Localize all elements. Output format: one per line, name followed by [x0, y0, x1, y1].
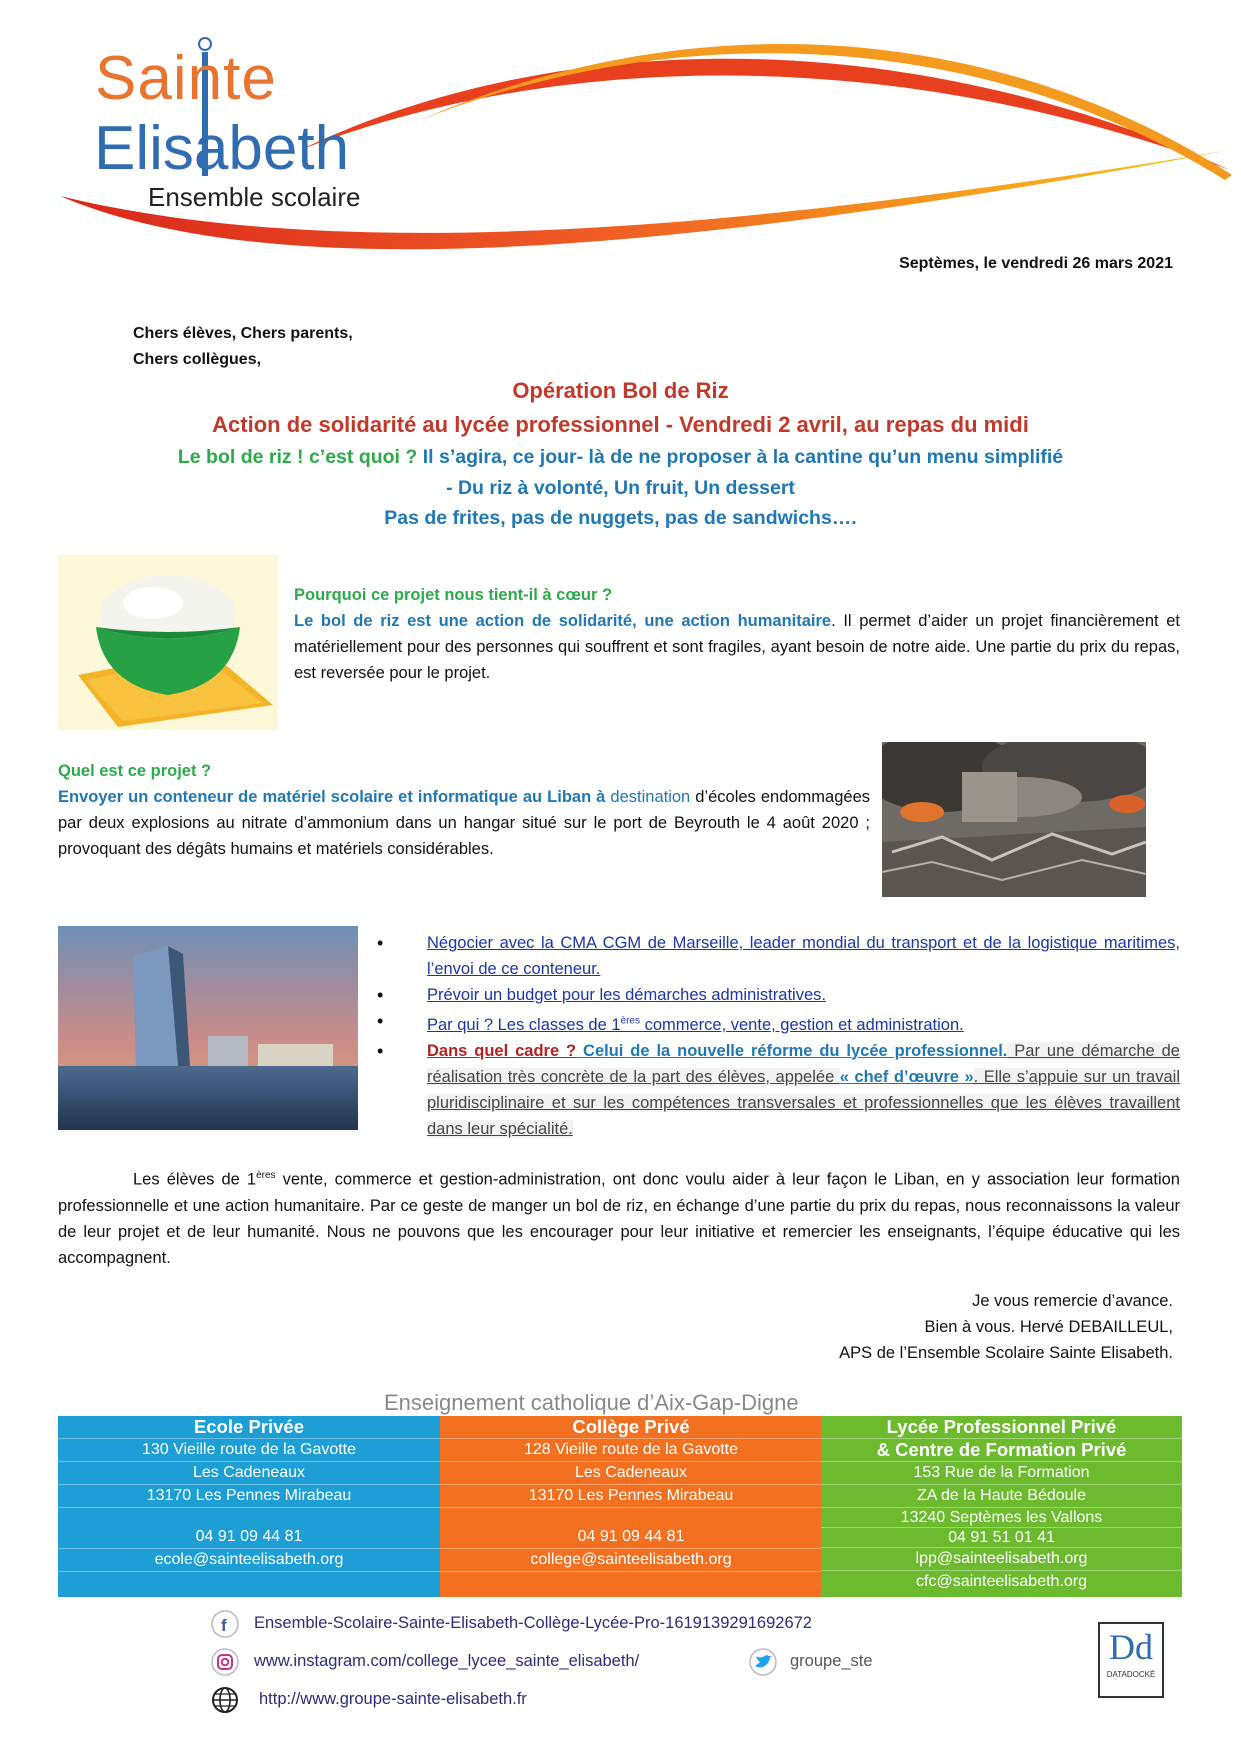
section-project-body: d’écoles endommagées par deux explosions au nitrate d’ammonium dans un hangar situé sur le port de Beyrouth le 4 août 2020 ; provoquant des dégâts humains et matériels considérables.: [58, 788, 871, 858]
signature-regards: Bien à vous. Hervé DEBAILLEUL,: [924, 1318, 1173, 1336]
datadocke-mark: Dd: [1109, 1627, 1153, 1667]
project-steps-list: [372, 930, 1180, 1142]
college-address-3: 13170 Les Pennes Mirabeau: [440, 1485, 822, 1508]
globe-icon: [210, 1685, 240, 1715]
lycee-title-1: Lycée Professionnel Privé: [821, 1416, 1182, 1439]
college-contact-box: [440, 1416, 822, 1597]
ecole-contact-box: [58, 1416, 440, 1597]
step-who: [427, 1016, 964, 1034]
step-who-b: commerce, vente, gestion et administration.: [639, 1015, 964, 1034]
ecole-title: Ecole Privée: [58, 1416, 440, 1439]
step-framework-reform: Celui de la nouvelle réforme du lycée professionnel.: [576, 1041, 1008, 1060]
title-menu: - Du riz à volonté, Un fruit, Un dessert: [446, 477, 795, 499]
step-budget: Prévoir un budget pour les démarches administratives.: [427, 986, 826, 1004]
instagram-icon: [210, 1647, 240, 1677]
conclusion-sup: ères: [256, 1170, 276, 1181]
list-item: [372, 930, 1180, 982]
section-project-bold: Envoyer un conteneur de matériel scolaire et informatique au Liban à: [58, 788, 606, 806]
instagram-link[interactable]: www.instagram.com/college_lycee_sainte_elisabeth/: [254, 1652, 640, 1670]
letter-date: Septèmes, le vendredi 26 mars 2021: [899, 255, 1173, 272]
cma-cgm-tower-image: [58, 926, 358, 1130]
lycee-title-2: & Centre de Formation Privé: [821, 1439, 1182, 1462]
college-address-2: Les Cadeneaux: [440, 1462, 822, 1485]
signature-thanks: Je vous remercie d’avance.: [972, 1292, 1173, 1310]
college-phone: 04 91 09 44 81: [440, 1526, 822, 1549]
lycee-address-3: 13240 Septèmes les Vallons: [821, 1508, 1182, 1528]
conclusion-a: Les élèves de 1: [133, 1170, 257, 1189]
lycee-address-2: ZA de la Haute Bédoule: [821, 1485, 1182, 1508]
diocese-label: Enseignement catholique d’Aix-Gap-Digne: [384, 1390, 799, 1415]
college-email[interactable]: college@sainteelisabeth.org: [440, 1549, 822, 1572]
signature-title: APS de l’Ensemble Scolaire Sainte Elisabeth.: [839, 1344, 1173, 1362]
logo-sainte: Sainte: [95, 44, 277, 113]
ecole-address-2: Les Cadeneaux: [58, 1462, 440, 1485]
conclusion-paragraph: [58, 1163, 1180, 1271]
svg-text:f: f: [221, 1616, 227, 1635]
ecole-phone: 04 91 09 44 81: [58, 1526, 440, 1549]
college-address-1: 128 Vieille route de la Gavotte: [440, 1439, 822, 1462]
section-project-heading: Quel est ce projet ?: [58, 762, 212, 780]
step-framework-chef: « chef d’œuvre »: [839, 1067, 974, 1086]
lycee-contact-box: [821, 1416, 1182, 1597]
section-why: [294, 582, 1180, 686]
section-why-text: [294, 608, 1180, 686]
title-bol-de-riz: [0, 446, 1241, 469]
list-item: [372, 1038, 1180, 1142]
section-project-text: [58, 784, 870, 862]
list-item: [372, 1008, 1180, 1038]
beirut-explosion-image: [882, 742, 1146, 897]
datadocke-badge: [1098, 1622, 1164, 1698]
twitter-icon: [748, 1647, 778, 1677]
step-framework-desc2: . Elle s’appuie sur un travail pluridisciplinaire et sur les compétences transversales et professionnelles que les élèves travaillent dans leur spécialité.: [427, 1067, 1180, 1138]
greeting-line-1: Chers élèves, Chers parents,: [133, 325, 353, 342]
ecole-address-1: 130 Vieille route de la Gavotte: [58, 1439, 440, 1462]
lycee-phone: 04 91 51 01 41: [821, 1528, 1182, 1548]
lycee-email-2[interactable]: cfc@sainteelisabeth.org: [916, 1573, 1087, 1590]
step-framework-desc: Par une démarche de réalisation très concrète de la part des élèves, appelée: [427, 1041, 1180, 1086]
logo-elisabeth: Elisabeth: [94, 114, 350, 183]
section-why-heading: Pourquoi ce projet nous tient-il à cœur ?: [294, 586, 613, 604]
title-no-fries: Pas de frites, pas de nuggets, pas de sandwichs….: [384, 507, 857, 529]
datadocke-label: DATADOCKÉ: [1106, 1670, 1156, 1679]
step-who-a: Par qui ? Les classes de 1: [427, 1015, 621, 1034]
title-action: Action de solidarité au lycée professionnel - Vendredi 2 avril, au repas du midi: [212, 412, 1029, 437]
twitter-link[interactable]: groupe_ste: [790, 1652, 873, 1670]
title-bol-answer: Il s’agira, ce jour- là de ne proposer à la cantine qu’un menu simplifié: [417, 446, 1064, 468]
section-why-body: . Il permet d’aider un projet financièrement et matériellement pour des personnes qui souffrent et sont fragiles, ayant besoin de notre aide. Une partie du prix du repas, est reversée pour le projet.: [294, 612, 1180, 682]
section-project-destination: destination: [605, 788, 691, 806]
section-project: [58, 758, 870, 862]
lycee-email-1[interactable]: lpp@sainteelisabeth.org: [821, 1548, 1182, 1571]
rice-bowl-image: [58, 555, 278, 730]
lycee-address-1: 153 Rue de la Formation: [821, 1462, 1182, 1485]
list-item: [372, 982, 1180, 1008]
college-title: Collège Privé: [440, 1416, 822, 1439]
title-operation: Opération Bol de Riz: [512, 378, 729, 403]
website-link[interactable]: http://www.groupe-sainte-elisabeth.fr: [259, 1690, 527, 1708]
step-negotiate: Négocier avec la CMA CGM de Marseille, leader mondial du transport et de la logistique maritimes, l’envoi de ce conteneur.: [427, 934, 1180, 978]
step-framework-label: Dans quel cadre ?: [427, 1041, 577, 1060]
step-who-sup: ères: [620, 1015, 640, 1026]
facebook-link[interactable]: Ensemble-Scolaire-Sainte-Elisabeth-Collège-Lycée-Pro-1619139291692672: [254, 1614, 812, 1632]
greeting-line-2: Chers collègues,: [133, 351, 262, 368]
section-why-bold: Le bol de riz est une action de solidarité, une action humanitaire: [294, 612, 832, 630]
conclusion-b: vente, commerce et gestion-administration, ont donc voulu aider à leur façon le Liban, en y association leur formation professionnelle et une action humanitaire. Par ce geste de manger un bol de riz, en échange d’une partie du prix du repas, nous reconnaissons la valeur de leur projet et de leur humanité. Nous ne pouvons que les encourager pour leur initiative et remercier les enseignants, l’équipe éducative qui les accompagnent.: [58, 1170, 1180, 1267]
ecole-address-3: 13170 Les Pennes Mirabeau: [58, 1485, 440, 1508]
ecole-email[interactable]: ecole@sainteelisabeth.org: [58, 1549, 440, 1572]
title-bol-question: Le bol de riz ! c’est quoi ?: [177, 446, 418, 468]
logo-ensemble-scolaire: Ensemble scolaire: [148, 182, 361, 212]
facebook-icon: [210, 1609, 240, 1639]
